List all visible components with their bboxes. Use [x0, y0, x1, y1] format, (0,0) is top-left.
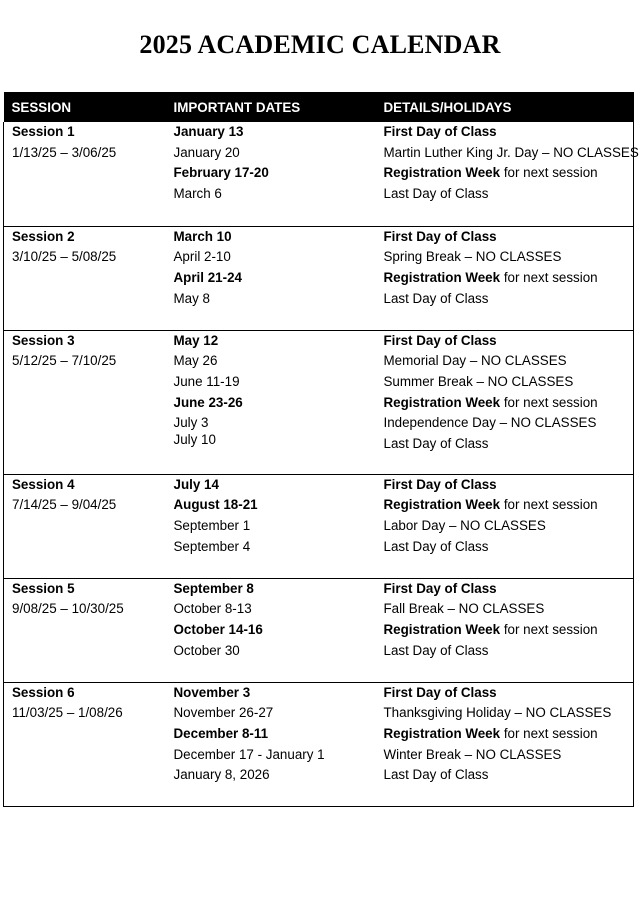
important-date: June 23-26: [173, 394, 243, 410]
detail-line: [384, 247, 634, 268]
detail-text: for next session: [500, 621, 598, 637]
detail-text: Spring Break – NO CLASSES: [383, 249, 562, 265]
important-date: December 8-11: [173, 725, 269, 741]
important-date: March 6: [173, 186, 222, 202]
detail-emphasis: First Day of Class: [383, 332, 497, 348]
detail-emphasis: Registration Week: [383, 165, 501, 181]
detail-emphasis: Registration Week: [383, 394, 501, 410]
important-dates-cell: [166, 474, 376, 578]
detail-line: [384, 351, 634, 372]
detail-text: for next session: [500, 165, 598, 181]
important-date: July 14: [173, 476, 219, 492]
session-date-range: 3/10/25 – 5/08/25: [12, 249, 117, 265]
detail-text: Winter Break – NO CLASSES: [383, 746, 562, 762]
important-date: July 10: [173, 431, 216, 447]
important-dates-cell: [166, 578, 376, 682]
detail-line: [384, 599, 634, 620]
session-row: [4, 122, 634, 226]
detail-text: for next session: [500, 497, 598, 513]
detail-line: [384, 475, 634, 496]
important-dates-cell: [166, 682, 376, 806]
important-date: September 4: [173, 538, 251, 554]
detail-line: [384, 579, 634, 600]
important-date: April 21-24: [173, 269, 242, 285]
important-date: November 26-27: [173, 705, 274, 721]
important-dates-cell: [166, 330, 376, 474]
detail-line: [384, 372, 634, 393]
session-row: [4, 682, 634, 806]
detail-emphasis: First Day of Class: [383, 228, 497, 244]
detail-line: [384, 184, 634, 205]
session-cell: [4, 122, 166, 226]
important-date: March 10: [173, 228, 232, 244]
detail-text: for next session: [500, 269, 598, 285]
important-date: October 30: [173, 642, 240, 658]
detail-line: [384, 765, 634, 786]
session-name: Session 3: [12, 332, 75, 348]
calendar-table: [3, 92, 639, 807]
header-session: SESSION: [4, 92, 166, 122]
important-date: January 8, 2026: [173, 767, 270, 783]
detail-line: [384, 289, 634, 310]
detail-text: Memorial Day – NO CLASSES: [383, 353, 567, 369]
detail-line: [384, 331, 634, 352]
detail-text: for next session: [500, 725, 598, 741]
details-cell: [376, 682, 634, 806]
detail-text: Thanksgiving Holiday – NO CLASSES: [383, 705, 612, 721]
detail-line: [384, 268, 634, 289]
detail-text: Last Day of Class: [383, 642, 489, 658]
detail-text: Fall Break – NO CLASSES: [383, 601, 545, 617]
detail-line: [384, 724, 634, 745]
session-date-range: 11/03/25 – 1/08/26: [12, 705, 123, 721]
session-date-range: 9/08/25 – 10/30/25: [12, 601, 124, 617]
detail-emphasis: First Day of Class: [383, 580, 497, 596]
detail-text: Last Day of Class: [383, 767, 489, 783]
detail-text: Last Day of Class: [383, 186, 489, 202]
details-cell: [376, 122, 639, 226]
header-row: [4, 92, 634, 122]
important-date: April 2-10: [173, 249, 231, 265]
table-body: [4, 122, 639, 806]
detail-line: [384, 516, 634, 537]
important-date: January 13: [173, 124, 244, 139]
details-cell: [376, 474, 634, 578]
session-row: [4, 578, 634, 682]
detail-line: [384, 393, 634, 414]
details-cell: [376, 226, 634, 330]
important-date: December 17 - January 1: [173, 746, 325, 762]
important-date: February 17-20: [173, 165, 269, 181]
detail-text: Summer Break – NO CLASSES: [383, 373, 574, 389]
session-date-range: 5/12/25 – 7/10/25: [12, 353, 117, 369]
important-date: January 20: [173, 144, 240, 160]
important-dates-cell: [166, 226, 376, 330]
session-cell: [4, 226, 166, 330]
detail-line: [384, 122, 634, 143]
session-date-range: 1/13/25 – 3/06/25: [12, 144, 117, 160]
session-date-range: 7/14/25 – 9/04/25: [12, 497, 117, 513]
session-name: Session 6: [12, 684, 75, 700]
detail-text: Independence Day – NO CLASSES: [383, 415, 597, 431]
detail-emphasis: First Day of Class: [383, 124, 497, 139]
detail-emphasis: Registration Week: [383, 269, 501, 285]
important-date: November 3: [173, 684, 251, 700]
session-cell: [4, 682, 166, 806]
detail-emphasis: First Day of Class: [383, 684, 497, 700]
session-cell: [4, 330, 166, 474]
important-date: July 3: [173, 415, 209, 431]
session-cell: [4, 474, 166, 578]
detail-emphasis: First Day of Class: [383, 476, 497, 492]
detail-line: [384, 703, 634, 724]
detail-line: [384, 620, 634, 641]
detail-text: Last Day of Class: [383, 290, 489, 306]
session-name: Session 5: [12, 580, 75, 596]
details-cell: [376, 330, 634, 474]
detail-emphasis: Registration Week: [383, 621, 501, 637]
important-date: September 8: [173, 580, 254, 596]
important-date: October 14-16: [173, 621, 263, 637]
table-header: [4, 92, 634, 122]
header-important-dates: IMPORTANT DATES: [166, 92, 376, 122]
session-row: [4, 474, 634, 578]
detail-line: [384, 495, 634, 516]
detail-emphasis: Registration Week: [383, 725, 501, 741]
detail-line: [384, 227, 634, 248]
important-date: May 8: [173, 290, 210, 306]
detail-text: for next session: [500, 394, 598, 410]
detail-line: [383, 143, 639, 164]
session-row: [4, 226, 634, 330]
detail-text: Last Day of Class: [383, 435, 489, 451]
detail-text: Martin Luther King Jr. Day – NO CLASSES: [383, 144, 639, 160]
detail-line: [384, 434, 634, 455]
detail-line: [384, 413, 634, 434]
detail-emphasis: Registration Week: [383, 497, 501, 513]
important-date: May 12: [173, 332, 219, 348]
detail-text: Last Day of Class: [383, 538, 489, 554]
important-date: June 11-19: [173, 373, 240, 389]
header-details-holidays: DETAILS/HOLIDAYS: [376, 92, 634, 122]
session-cell: [4, 578, 166, 682]
detail-line: [384, 537, 634, 558]
detail-text: Labor Day – NO CLASSES: [383, 517, 546, 533]
session-name: Session 1: [12, 124, 75, 139]
important-date: May 26: [173, 353, 218, 369]
detail-line: [384, 163, 634, 184]
important-date: September 1: [173, 517, 251, 533]
detail-line: [384, 745, 634, 766]
important-date: August 18-21: [173, 497, 258, 513]
detail-line: [384, 641, 634, 662]
page-title: 2025 ACADEMIC CALENDAR: [139, 30, 501, 59]
session-name: Session 2: [12, 228, 75, 244]
detail-line: [384, 683, 634, 704]
important-date: October 8-13: [173, 601, 252, 617]
session-name: Session 4: [12, 476, 75, 492]
session-row: [4, 330, 634, 474]
important-dates-cell: [166, 122, 376, 226]
details-cell: [376, 578, 634, 682]
